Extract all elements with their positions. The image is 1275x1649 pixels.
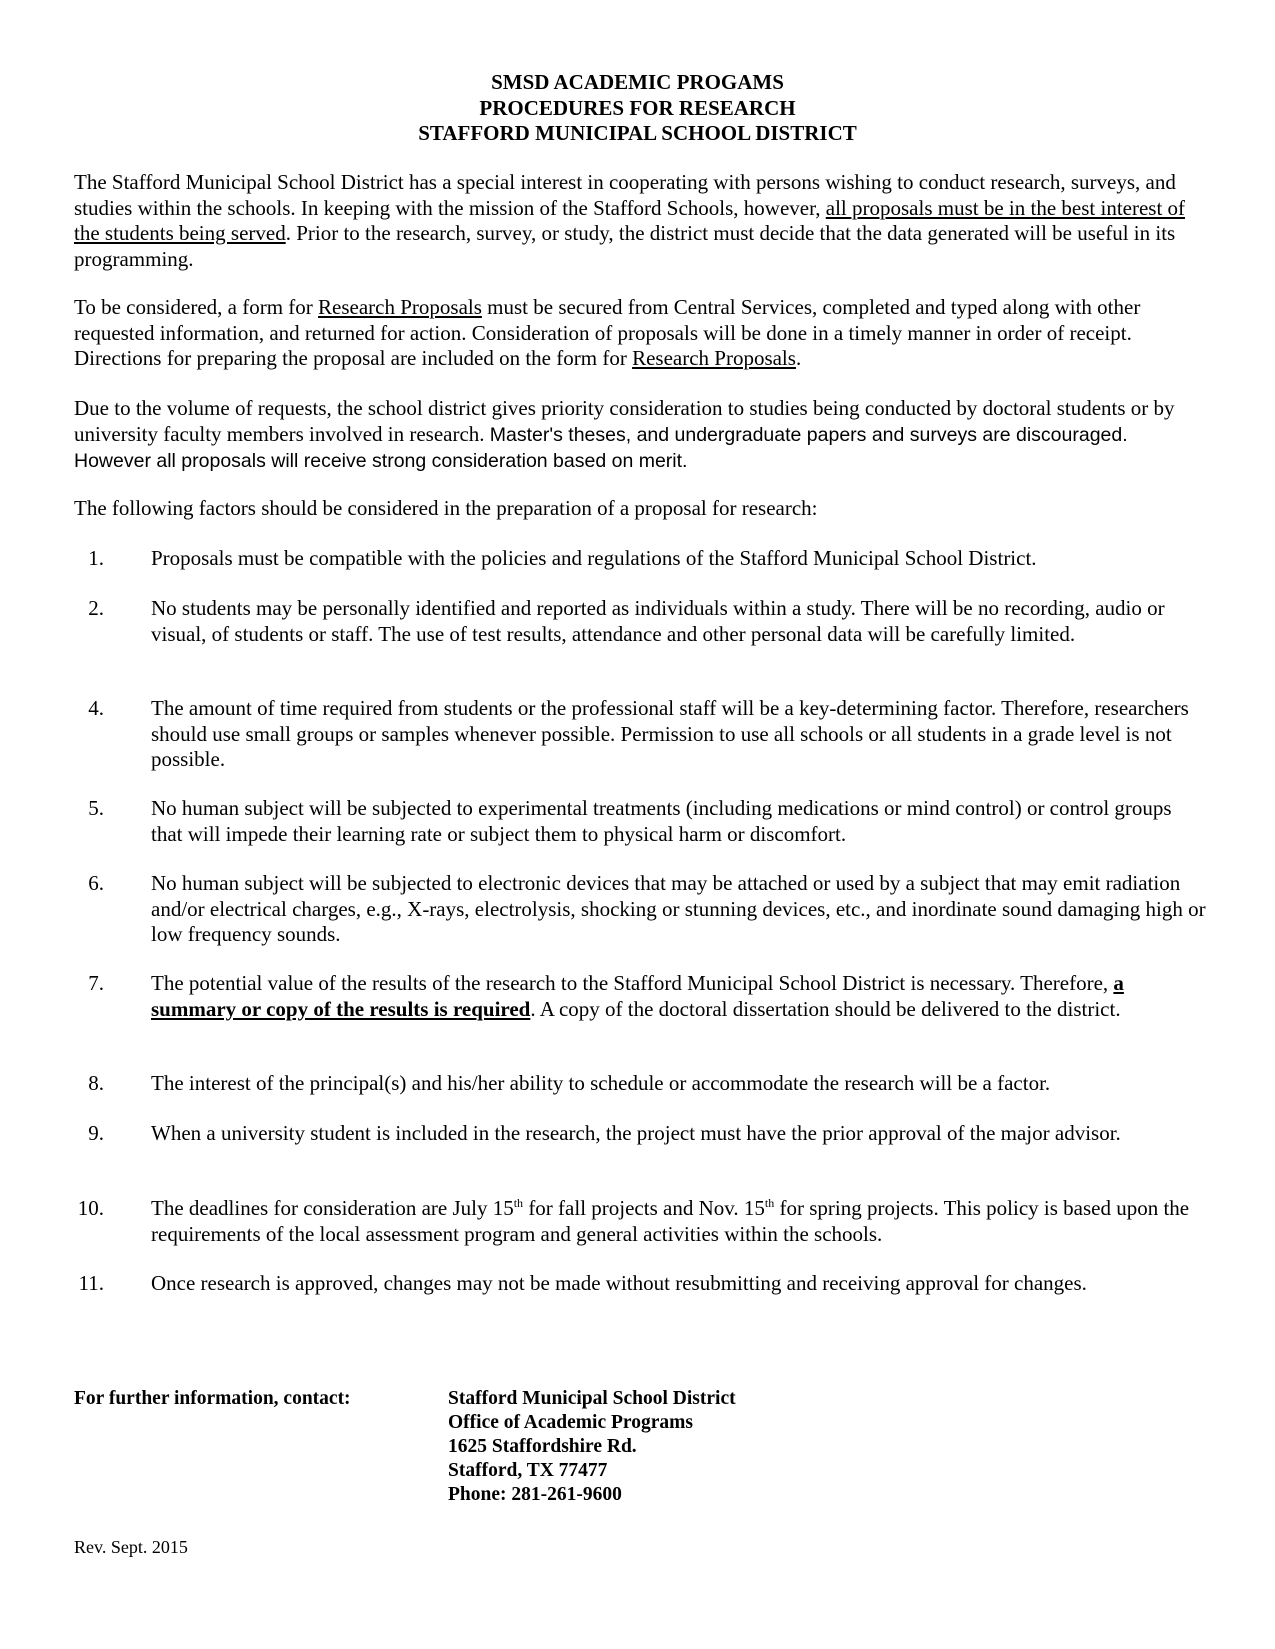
intro-p4-text: The following factors should be considered in the preparation of a proposal for research: <box>74 496 818 520</box>
contact-phone: Phone: 281-261-9600 <box>448 1484 622 1505</box>
contact-street: 1625 Staffordshire Rd. <box>448 1436 637 1457</box>
factor-number: 2. <box>88 596 104 620</box>
intro-p1-text: The Stafford Municipal School District has a special interest in cooperating with persons wishing to conduct research, surveys, and studies within the schools. In keeping with the mission of the Stafford Schools, however, <box>74 170 1176 220</box>
ordinal-suffix: th <box>513 1196 524 1210</box>
contact-office: Office of Academic Programs <box>448 1412 693 1433</box>
factor-number: 7. <box>88 971 104 995</box>
results-required-emphasis: a summary or copy of the results is required <box>151 971 1124 1021</box>
intro-p3-text: Due to the volume of requests, the school district gives priority consideration to studies being conducted by doctoral students or by university faculty members involved in research. <box>74 396 1175 446</box>
factor-number: 4. <box>88 696 104 720</box>
factor-text: The amount of time required from students or the professional staff will be a key-determining factor. Therefore, researchers should use small groups or samples whenever possible. Permission to use all schools or all students in a grade level is not possible. <box>151 696 1189 771</box>
factor-number: 8. <box>88 1071 104 1095</box>
intro-p2-text-mid: must be secured from Central Services, completed and typed along with other requested information, and returned for action. Consideration of proposals will be done in a timely manner in order of receipt. Directions for preparing the proposal are included on the form for <box>74 295 1141 370</box>
intro-p2-text-end: . <box>795 346 802 370</box>
research-proposals-reference-2: Research Proposals <box>632 346 796 370</box>
factor-text <box>151 1196 1206 1247</box>
factor-text: No human subject will be subjected to electronic devices that may be attached or used by a subject that may emit radiation and/or electrical charges, e.g., X-rays, electrolysis, shocking or stunning devices, etc., and inordinate sound damaging high or low frequency sounds. <box>151 871 1206 946</box>
factor-text <box>151 971 1206 1022</box>
factor-text: No human subject will be subjected to experimental treatments (including medications or mind control) or control groups that will impede their learning rate or subject them to physical harm or discomfort. <box>151 796 1172 846</box>
intro-p1-text-end: . Prior to the research, survey, or study, the district must decide that the data generated will be useful in its programming. <box>74 221 1176 271</box>
factor-number: 1. <box>88 546 104 570</box>
contact-label: For further information, contact: <box>74 1388 351 1409</box>
factor-text-part: The potential value of the results of the research to the Stafford Municipal School District is necessary. Therefore, <box>151 971 1114 995</box>
intro-p1-underlined: all proposals must be in the best interest of the students being served <box>74 195 1186 245</box>
intro-paragraph-1 <box>74 170 1204 272</box>
factor-text: Proposals must be compatible with the policies and regulations of the Stafford Municipal School District. <box>151 546 1037 570</box>
document-title <box>0 70 1275 147</box>
factor-number: 11. <box>78 1271 104 1295</box>
research-proposals-reference-1: Research Proposals <box>318 295 482 319</box>
factor-number: 10. <box>77 1196 104 1220</box>
factor-number: 5. <box>88 796 104 820</box>
contact-city-state-zip: Stafford, TX 77477 <box>448 1460 608 1481</box>
factor-text-part: . A copy of the doctoral dissertation should be delivered to the district. <box>530 996 1121 1021</box>
factor-text-part: for fall projects and Nov. 15 <box>523 1196 765 1220</box>
ordinal-suffix: th <box>764 1196 775 1210</box>
revision-date: Rev. Sept. 2015 <box>74 1537 188 1557</box>
title-line-1: SMSD ACADEMIC PROGAMS <box>491 70 784 94</box>
factor-text: Once research is approved, changes may not be made without resubmitting and receiving approval for changes. <box>151 1271 1087 1295</box>
factor-text: The interest of the principal(s) and his/her ability to schedule or accommodate the research will be a factor. <box>151 1071 1051 1095</box>
contact-address-block <box>448 1387 736 1507</box>
factor-number: 6. <box>88 871 104 895</box>
factor-text: No students may be personally identified and reported as individuals within a study. There will be no recording, audio or visual, of students or staff. The use of test results, attendance and other personal data will be carefully limited. <box>151 596 1165 646</box>
intro-paragraph-4 <box>74 496 1204 522</box>
intro-paragraph-3 <box>74 396 1204 475</box>
title-line-2: PROCEDURES FOR RESEARCH <box>479 95 796 120</box>
factor-text-part: The deadlines for consideration are July 15 <box>151 1196 514 1220</box>
factor-text: When a university student is included in the research, the project must have the prior approval of the major advisor. <box>151 1121 1121 1145</box>
title-line-3: STAFFORD MUNICIPAL SCHOOL DISTRICT <box>418 121 857 145</box>
intro-p3-sans-text: Master's theses, and undergraduate papers and surveys are discouraged. However all proposals will receive strong consideration based on merit. <box>74 423 1128 472</box>
factor-text-part: for spring projects. This policy is based upon the requirements of the local assessment program and general activities within the schools. <box>151 1196 1190 1246</box>
intro-p2-text: To be considered, a form for <box>74 295 319 319</box>
factor-number: 9. <box>88 1121 104 1145</box>
intro-paragraph-2 <box>74 295 1204 372</box>
contact-organization: Stafford Municipal School District <box>448 1388 736 1409</box>
